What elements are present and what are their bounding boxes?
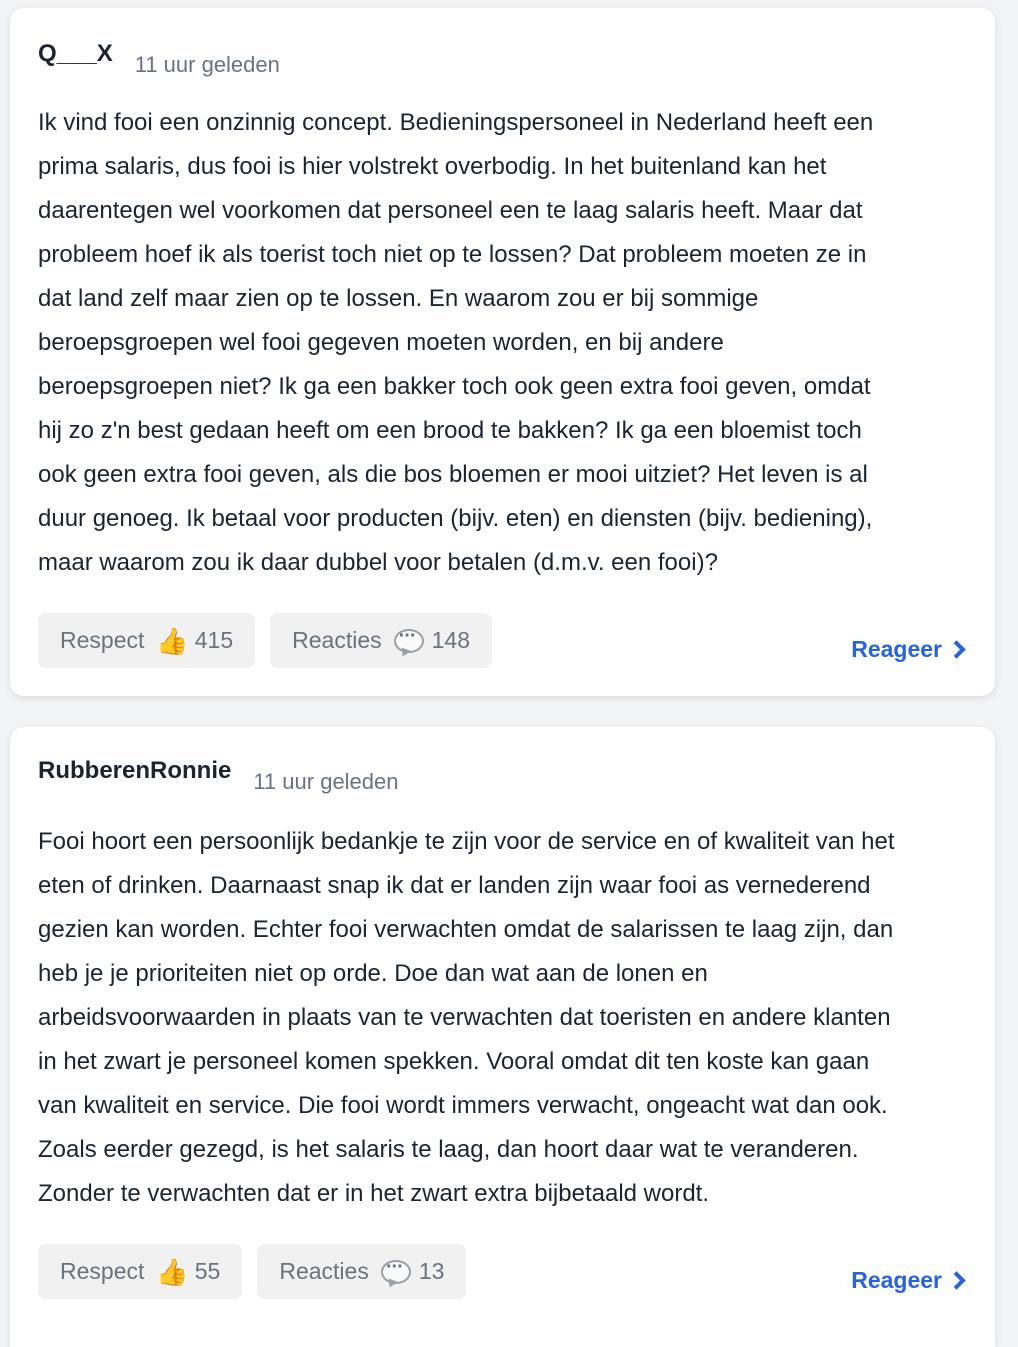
reactions-button[interactable] xyxy=(270,613,492,668)
comment-line: hij zo z'n best gedaan heeft om een brood te bakken? Ik ga een bloemist toch xyxy=(38,417,862,444)
comment-body xyxy=(38,101,978,585)
respect-label: Respect xyxy=(60,1258,145,1284)
action-bar xyxy=(38,1244,967,1299)
thumbs-up-icon: 👍 xyxy=(156,1256,189,1287)
comment-body xyxy=(38,820,978,1216)
thumbs-up-icon: 👍 xyxy=(156,625,189,656)
comment-line: beroepsgroepen wel fooi gegeven moeten worden, en bij andere xyxy=(38,329,724,356)
comment-line: prima salaris, dus fooi is hier volstrekt overbodig. In het buitenland kan het xyxy=(38,153,827,180)
respect-button[interactable] xyxy=(38,613,255,668)
comment-line: daarentegen wel voorkomen dat personeel een te laag salaris heeft. Maar dat xyxy=(38,197,863,224)
comment-line: arbeidsvoorwaarden in plaats van te verwachten dat toeristen en andere klanten xyxy=(38,1004,891,1031)
speech-bubble-icon xyxy=(381,1260,411,1284)
chevron-right-icon xyxy=(947,1271,965,1289)
reply-label: Reageer xyxy=(851,1267,942,1293)
username[interactable]: Q___X xyxy=(38,40,113,67)
comment-line: Zoals eerder gezegd, is het salaris te laag, dan hoort daar wat te veranderen. xyxy=(38,1136,859,1163)
respect-count: 55 xyxy=(194,1258,221,1284)
reactions-count: 148 xyxy=(431,627,470,653)
reactions-label: Reacties xyxy=(292,627,382,653)
speech-bubble-icon xyxy=(394,629,424,653)
comment-line: Ik vind fooi een onzinnig concept. Bedieningspersoneel in Nederland heeft een xyxy=(38,109,874,136)
reactions-label: Reacties xyxy=(279,1258,369,1284)
reply-link[interactable] xyxy=(851,636,967,663)
reactions-button[interactable] xyxy=(257,1244,466,1299)
comment-line: eten of drinken. Daarnaast snap ik dat er landen zijn waar fooi as vernederend xyxy=(38,872,871,899)
comment-line: heb je je prioriteiten niet op orde. Doe dan wat aan de lonen en xyxy=(38,960,708,987)
timestamp: 11 uur geleden xyxy=(253,769,399,794)
username[interactable]: RubberenRonnie xyxy=(38,757,232,784)
comment-line: dat land zelf maar zien op te lossen. En waarom zou er bij sommige xyxy=(38,285,759,312)
comment-line: maar waarom zou ik daar dubbel voor betalen (d.m.v. een fooi)? xyxy=(38,549,718,576)
timestamp: 11 uur geleden xyxy=(134,52,280,77)
comment-card xyxy=(10,8,995,696)
reactions-count: 13 xyxy=(418,1258,445,1284)
comment-line: beroepsgroepen niet? Ik ga een bakker toch ook geen extra fooi geven, omdat xyxy=(38,373,871,400)
comment-line: probleem hoef ik als toerist toch niet op te lossen? Dat probleem moeten ze in xyxy=(38,241,867,268)
comment-line: duur genoeg. Ik betaal voor producten (bijv. eten) en diensten (bijv. bediening), xyxy=(38,505,873,532)
comment-line: in het zwart je personeel komen spekken. Vooral omdat dit ten koste kan gaan xyxy=(38,1048,870,1075)
comment-card xyxy=(10,727,995,1347)
comment-header xyxy=(38,757,399,795)
reply-link[interactable] xyxy=(851,1267,967,1294)
respect-label: Respect xyxy=(60,627,145,653)
action-bar xyxy=(38,613,967,668)
comment-line: gezien kan worden. Echter fooi verwachten omdat de salarissen te laag zijn, dan xyxy=(38,916,894,943)
respect-button[interactable] xyxy=(38,1244,242,1299)
comment-header xyxy=(38,40,280,78)
reply-label: Reageer xyxy=(851,636,942,662)
comment-line: Fooi hoort een persoonlijk bedankje te zijn voor de service en of kwaliteit van het xyxy=(38,828,895,855)
chevron-right-icon xyxy=(947,640,965,658)
comment-line: Zonder te verwachten dat er in het zwart extra bijbetaald wordt. xyxy=(38,1180,710,1207)
comment-line: van kwaliteit en service. Die fooi wordt immers verwacht, ongeacht wat dan ook. xyxy=(38,1092,888,1119)
comment-line: ook geen extra fooi geven, als die bos bloemen er mooi uitziet? Het leven is al xyxy=(38,461,868,488)
respect-count: 415 xyxy=(194,627,234,653)
